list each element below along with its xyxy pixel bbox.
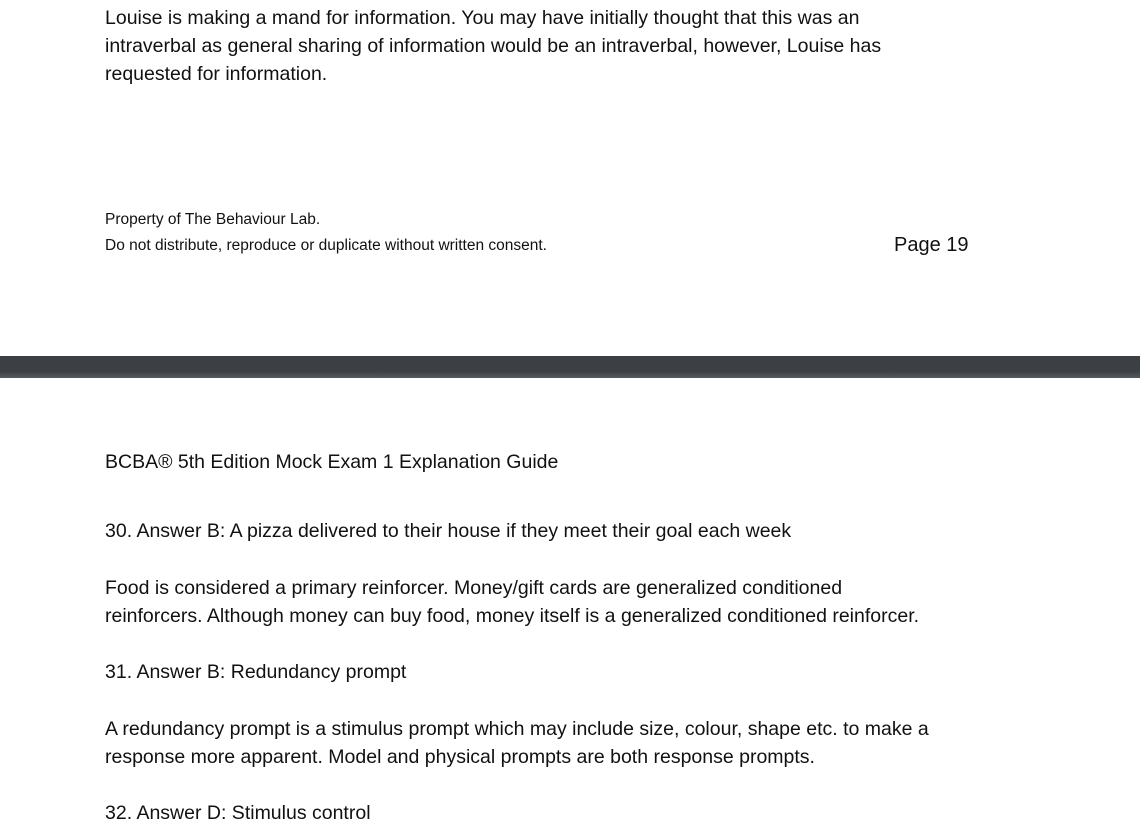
answer-31-explanation xyxy=(105,715,1005,771)
page-separator xyxy=(0,356,1140,378)
paragraph-line: requested for information. xyxy=(105,63,328,85)
paragraph-line: Louise is making a mand for information. You may have initially thought that this was an xyxy=(105,7,860,29)
paragraph-line: intraverbal as general sharing of information would be an intraverbal, however, Louise has xyxy=(105,35,882,57)
document-page-20 xyxy=(0,378,1140,834)
mand-explanation-paragraph xyxy=(105,4,1005,88)
page-header: BCBA® 5th Edition Mock Exam 1 Explanation Guide xyxy=(105,451,559,473)
page-number: Page 19 xyxy=(894,234,969,256)
answer-30-heading: 30. Answer B: A pizza delivered to their house if they meet their goal each week xyxy=(105,520,792,542)
answer-30-explanation xyxy=(105,574,1005,630)
document-page-19 xyxy=(0,0,1140,356)
footer-copyright-text: Do not distribute, reproduce or duplicate without written consent. xyxy=(105,237,547,254)
answer-32-heading: 32. Answer D: Stimulus control xyxy=(105,802,371,824)
paragraph-line: response more apparent. Model and physical prompts are both response prompts. xyxy=(105,746,815,768)
footer-property-text: Property of The Behaviour Lab. xyxy=(105,211,321,228)
answer-31-heading: 31. Answer B: Redundancy prompt xyxy=(105,661,407,683)
paragraph-line: reinforcers. Although money can buy food, money itself is a generalized conditioned reinforcer. xyxy=(105,605,920,627)
paragraph-line: A redundancy prompt is a stimulus prompt which may include size, colour, shape etc. to make a xyxy=(105,718,929,740)
paragraph-line: Food is considered a primary reinforcer. Money/gift cards are generalized conditioned xyxy=(105,577,843,599)
